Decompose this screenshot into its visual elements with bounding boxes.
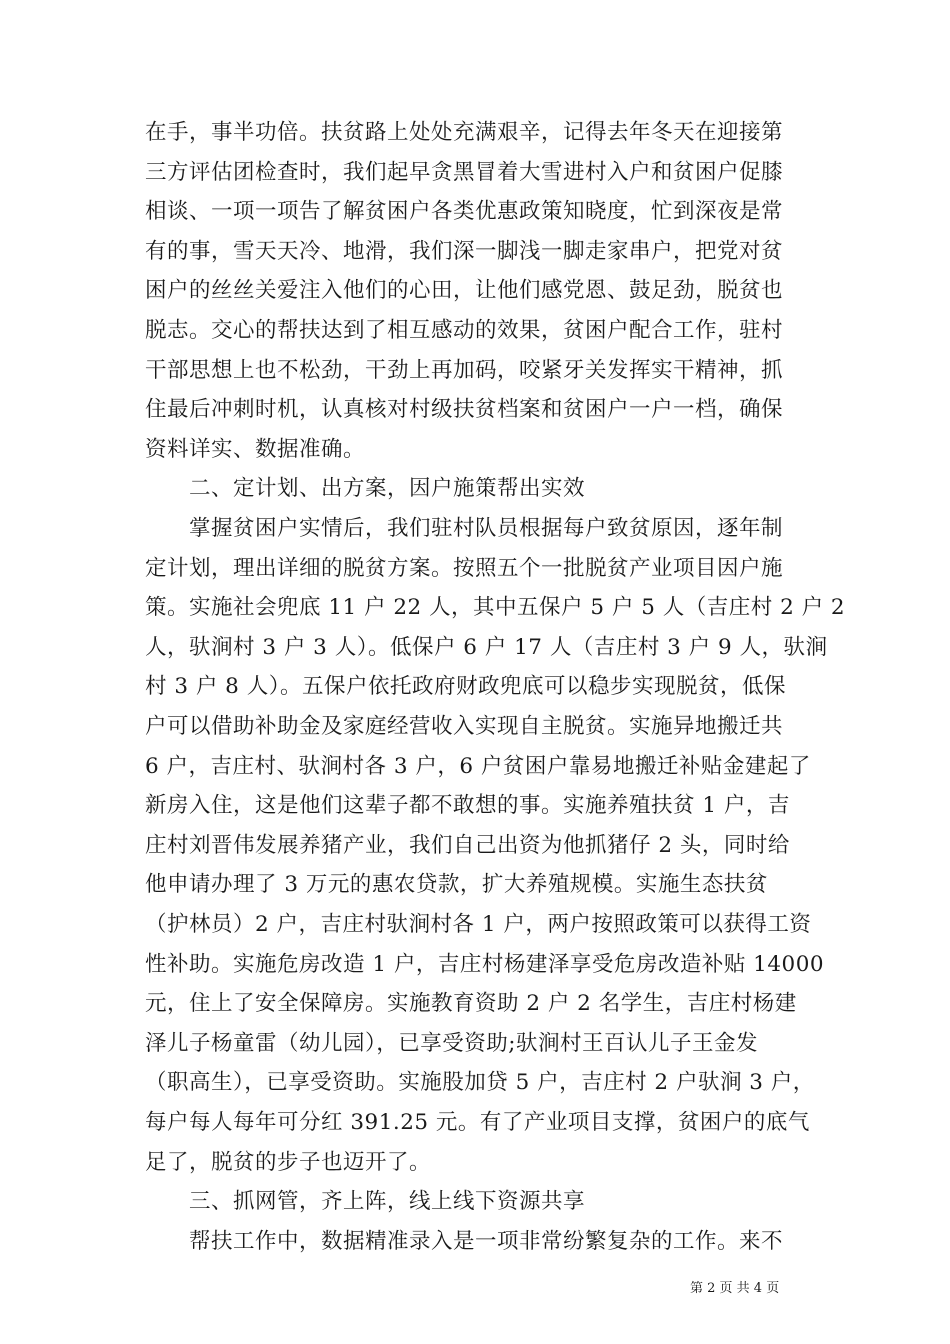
text-line: 新房入住，这是他们这辈子都不敢想的事。实施养殖扶贫 1 户，吉 <box>145 793 790 818</box>
text-line: 二、定计划、出方案，因户施策帮出实效 <box>145 476 586 501</box>
text-line: 有的事，雪天天冷、地滑，我们深一脚浅一脚走家串户，把党对贫 <box>145 239 784 264</box>
text-line: 6 户，吉庄村、驮涧村各 3 户，6 户贫困户靠易地搬迁补贴金建起了 <box>145 754 811 779</box>
text-line: 庄村刘晋伟发展养猪产业，我们自己出资为他抓猪仔 2 头，同时给 <box>145 833 790 858</box>
text-line: 策。实施社会兜底 11 户 22 人，其中五保户 5 户 5 人（吉庄村 2 户 2 <box>145 595 846 620</box>
text-line: 住最后冲刺时机，认真核对村级扶贫档案和贫困户一户一档，确保 <box>145 397 784 422</box>
text-line: 资料详实、数据准确。 <box>145 437 366 462</box>
text-line: 足了，脱贫的步子也迈开了。 <box>145 1150 432 1175</box>
text-line: 掌握贫困户实情后，我们驻村队员根据每户致贫原因，逐年制 <box>145 516 784 541</box>
text-line: 他申请办理了 3 万元的惠农贷款，扩大养殖规模。实施生态扶贫 <box>145 872 768 897</box>
text-line: 在手，事半功倍。扶贫路上处处充满艰辛，记得去年冬天在迎接第 <box>145 120 784 145</box>
text-line: 泽儿子杨童雷（幼儿园），已享受资助;驮涧村王百认儿子王金发 <box>145 1031 758 1056</box>
text-line: 相谈、一项一项告了解贫困户各类优惠政策知晓度，忙到深夜是常 <box>145 199 784 224</box>
text-line: 三方评估团检查时，我们起早贪黑冒着大雪进村入户和贫困户促膝 <box>145 160 784 185</box>
text-line: 困户的丝丝关爱注入他们的心田，让他们感党恩、鼓足劲，脱贫也 <box>145 278 784 303</box>
text-line: 干部思想上也不松劲，干劲上再加码，咬紧牙关发挥实干精神，抓 <box>145 358 784 383</box>
text-line: 脱志。交心的帮扶达到了相互感动的效果，贫困户配合工作，驻村 <box>145 318 784 343</box>
text-line: 村 3 户 8 人）。五保户依托政府财政兜底可以稳步实现脱贫，低保 <box>145 674 786 699</box>
text-line: 元，住上了安全保障房。实施教育资助 2 户 2 名学生，吉庄村杨建 <box>145 991 797 1016</box>
text-line: （职高生），已享受资助。实施股加贷 5 户，吉庄村 2 户驮涧 3 户， <box>145 1070 815 1095</box>
text-line: 每户每人每年可分红 391.25 元。有了产业项目支撑，贫困户的底气 <box>145 1110 810 1135</box>
text-line: 户可以借助补助金及家庭经营收入实现自主脱贫。实施异地搬迁共 <box>145 714 784 739</box>
page-number-footer: 第 2 页 共 4 页 <box>690 1281 780 1296</box>
text-line: 性补助。实施危房改造 1 户，吉庄村杨建泽享受危房改造补贴 14000 <box>145 952 825 977</box>
text-line: 帮扶工作中，数据精准录入是一项非常纷繁复杂的工作。来不 <box>145 1229 784 1254</box>
text-line: （护林员）2 户，吉庄村驮涧村各 1 户，两户按照政策可以获得工资 <box>145 912 812 937</box>
text-line: 三、抓网管，齐上阵，线上线下资源共享 <box>145 1189 586 1214</box>
text-line: 人，驮涧村 3 户 3 人）。低保户 6 户 17 人（吉庄村 3 户 9 人，驮涧 <box>145 635 828 660</box>
text-line: 定计划，理出详细的脱贫方案。按照五个一批脱贫产业项目因户施 <box>145 556 784 581</box>
